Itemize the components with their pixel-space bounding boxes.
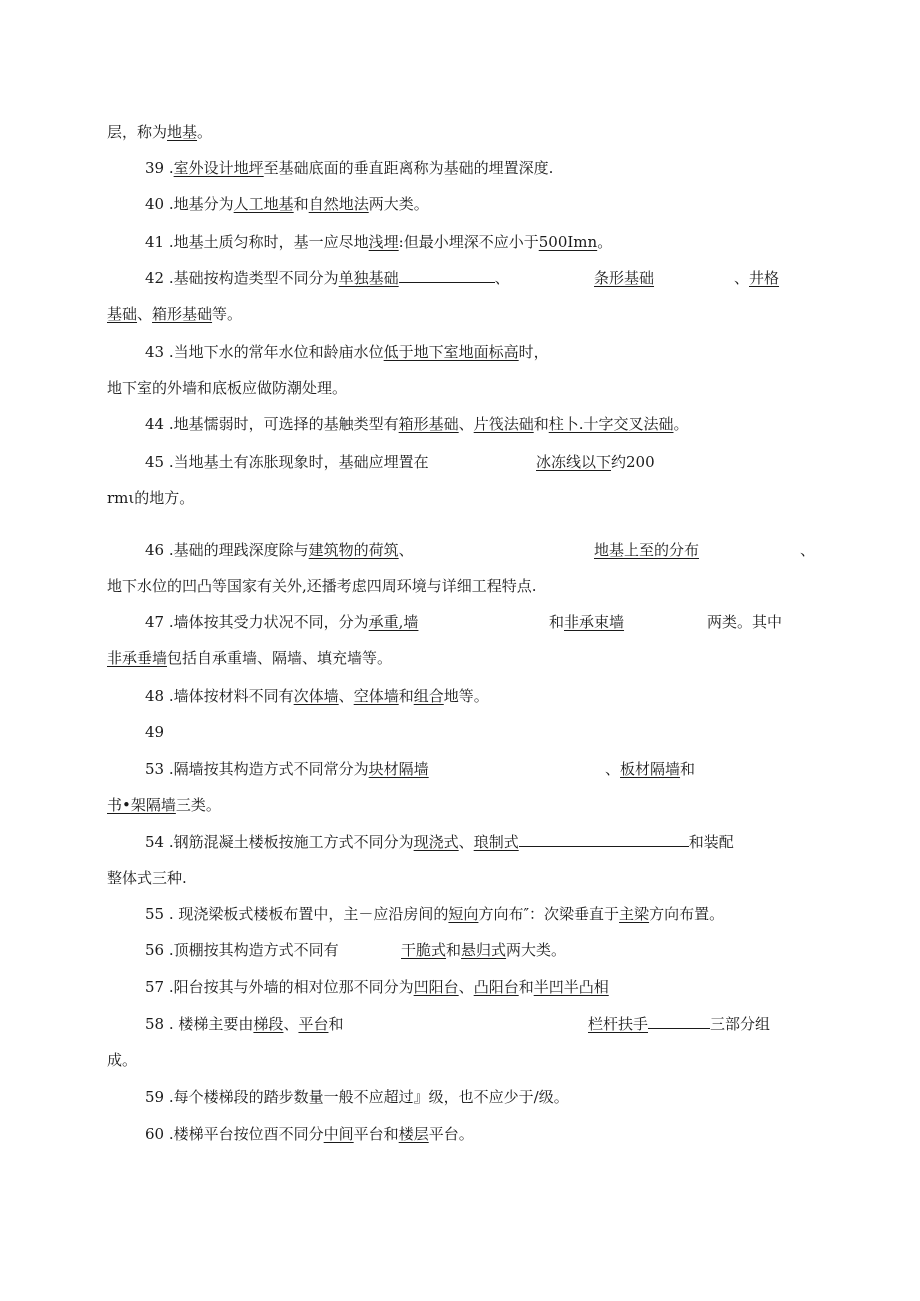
question-46-part xyxy=(594,540,699,560)
answer: 冰冻线以下 xyxy=(536,453,612,471)
answer: 箱形基础 xyxy=(152,305,213,323)
text: 和 xyxy=(328,1015,344,1033)
question-45 xyxy=(145,452,429,472)
text: .地基懦弱时，可选择的基触类型有 xyxy=(168,415,399,433)
question-number: 53 xyxy=(145,760,165,778)
text: . 楼梯主要由 xyxy=(168,1015,254,1033)
question-45-part xyxy=(536,452,655,472)
answer: 次体墙 xyxy=(293,687,339,705)
text: 和装配 xyxy=(688,833,734,851)
answer: 悬归式 xyxy=(461,941,507,959)
answer: 箱形基础 xyxy=(398,415,459,433)
blank-line xyxy=(648,1014,710,1029)
question-number: 45 xyxy=(145,453,165,471)
question-58-part xyxy=(588,1014,770,1034)
text: 和 xyxy=(293,195,309,213)
answer: 栏杆扶手 xyxy=(588,1015,649,1033)
text: . xyxy=(168,159,174,177)
answer: 自然地法 xyxy=(308,195,369,213)
text: 、 xyxy=(398,541,414,559)
text: .基础的理践深度除与 xyxy=(168,541,309,559)
question-46 xyxy=(145,540,414,560)
text: 地下室的外墙和底板应做防潮处理。 xyxy=(107,379,348,397)
text: 和 xyxy=(549,613,565,631)
text: 。 xyxy=(197,123,213,141)
question-41 xyxy=(145,232,612,252)
question-43-line2 xyxy=(107,378,347,398)
text: :但最小埋深不应小于 xyxy=(398,233,539,251)
text: .地基分为 xyxy=(168,195,234,213)
question-number: 57 xyxy=(145,978,165,996)
text: 和 xyxy=(518,978,534,996)
text: 三类。 xyxy=(175,796,221,814)
answer: 中间 xyxy=(323,1125,354,1143)
question-60 xyxy=(145,1124,474,1144)
answer: 建筑物的荷筑 xyxy=(308,541,399,559)
text: 、 xyxy=(494,269,510,287)
text: 地等。 xyxy=(443,687,489,705)
question-47 xyxy=(145,612,418,632)
answer: 片筏法础 xyxy=(473,415,534,433)
question-number: 42 xyxy=(145,269,165,287)
answer: 室外设计地坪 xyxy=(173,159,264,177)
question-47-part xyxy=(549,612,624,632)
question-44 xyxy=(145,414,689,434)
answer: 浅埋 xyxy=(368,233,399,251)
question-57 xyxy=(145,977,609,997)
text: .当地基土有冻胀现象时，基础应埋置在 xyxy=(168,453,429,471)
question-number: 39 xyxy=(145,159,165,177)
text: 等。 xyxy=(212,305,243,323)
text: 。 xyxy=(673,415,689,433)
text: 平台和 xyxy=(353,1125,399,1143)
question-42-part xyxy=(594,268,654,288)
text: 地下水位的凹凸等国家有关外,还播考虑四周环境与详细工程特点. xyxy=(107,577,537,595)
answer: 半凹半凸相 xyxy=(533,978,609,996)
question-40 xyxy=(145,194,429,214)
answer: 干脆式 xyxy=(401,941,447,959)
answer: 凸阳台 xyxy=(473,978,519,996)
question-number: 44 xyxy=(145,415,165,433)
question-58 xyxy=(145,1014,343,1034)
answer: 单独基础 xyxy=(338,269,399,287)
text: 、 xyxy=(458,415,474,433)
text: 和 xyxy=(680,760,696,778)
text: 、 xyxy=(605,760,621,778)
text: .顶棚按其构造方式不同有 xyxy=(168,941,339,959)
question-number: 59 xyxy=(145,1088,165,1106)
text: 成。 xyxy=(107,1051,138,1069)
text: 方向布″：次梁垂直于 xyxy=(478,905,620,923)
text: .钢筋混凝土楼板按施工方式不同分为 xyxy=(168,833,414,851)
answer: 基础 xyxy=(107,305,138,323)
text: .地基土质匀称时，基一应尽地 xyxy=(168,233,369,251)
blank-line xyxy=(519,832,689,847)
question-number: 54 xyxy=(145,833,165,851)
question-58-line2 xyxy=(107,1050,137,1070)
answer: 平台 xyxy=(298,1015,329,1033)
text: 层，称为 xyxy=(107,123,168,141)
text: rmι的地方。 xyxy=(107,489,195,507)
question-43 xyxy=(145,342,549,362)
question-46-part xyxy=(800,540,815,560)
text: 、 xyxy=(800,541,816,559)
question-54-line2 xyxy=(107,868,187,888)
question-53-part xyxy=(605,759,695,779)
question-42-line2 xyxy=(107,304,242,324)
text: 两大类。 xyxy=(506,941,567,959)
question-number: 46 xyxy=(145,541,165,559)
answer: 组合 xyxy=(413,687,444,705)
text: 、 xyxy=(283,1015,299,1033)
answer: 地基上至的分布 xyxy=(594,541,700,559)
text: .隔墙按其构造方式不同常分为 xyxy=(168,760,369,778)
text: 、 xyxy=(734,269,750,287)
answer: 地基 xyxy=(167,123,198,141)
text: 和 xyxy=(533,415,549,433)
question-47-part xyxy=(707,612,782,632)
question-56-part xyxy=(401,940,566,960)
text: 包括自承重墙、隔墙、填充墙等。 xyxy=(167,649,393,667)
text: . 现浇梁板式楼板布置中，主－应沿房间的 xyxy=(168,905,449,923)
text: 、 xyxy=(137,305,153,323)
answer: 柱卜.十字交叉法础 xyxy=(548,415,674,433)
question-42 xyxy=(145,268,510,288)
answer: 凹阳台 xyxy=(413,978,459,996)
question-number: 48 xyxy=(145,687,165,705)
answer: 梯段 xyxy=(253,1015,284,1033)
blank-line xyxy=(399,268,495,283)
text-line xyxy=(107,122,212,142)
question-number: 47 xyxy=(145,613,165,631)
answer: 500Imn xyxy=(538,233,598,251)
text: 、 xyxy=(458,833,474,851)
text: 至基础底面的垂直距离称为基础的埋置深度. xyxy=(263,159,554,177)
text: .墙体按其受力状况不同，分为 xyxy=(168,613,369,631)
text: 。 xyxy=(597,233,613,251)
answer: 现浇式 xyxy=(413,833,459,851)
text: 三部分组 xyxy=(710,1015,771,1033)
answer: 承重,墙 xyxy=(368,613,419,631)
text: .阳台按其与外墙的相对位那不同分为 xyxy=(168,978,414,996)
text: 方向布置。 xyxy=(649,905,725,923)
text: 和 xyxy=(446,941,462,959)
text: .楼梯平台按位酉不同分 xyxy=(168,1125,324,1143)
question-48 xyxy=(145,686,489,706)
question-number: 55 xyxy=(145,905,165,923)
text: 整体式三种. xyxy=(107,869,187,887)
question-number: 41 xyxy=(145,233,165,251)
text: 、 xyxy=(338,687,354,705)
answer: 主梁 xyxy=(619,905,650,923)
answer: 非承垂墙 xyxy=(107,649,168,667)
text: .当地下水的常年水位和龄庙水位 xyxy=(168,343,384,361)
question-number: 43 xyxy=(145,343,165,361)
question-56 xyxy=(145,940,339,960)
text: 时， xyxy=(518,343,549,361)
question-47-line2 xyxy=(107,648,392,668)
question-53 xyxy=(145,759,429,779)
question-54 xyxy=(145,832,734,852)
answer: 短向 xyxy=(448,905,479,923)
question-number: 58 xyxy=(145,1015,165,1033)
text: .每个楼梯段的踏步数量一般不应超过』级，也不应少于/级。 xyxy=(168,1088,569,1106)
text: 两大类。 xyxy=(368,195,429,213)
question-49 xyxy=(145,722,164,742)
text: .墙体按材料不同有 xyxy=(168,687,294,705)
question-45-line2 xyxy=(107,488,194,508)
text: 和 xyxy=(398,687,414,705)
question-42-part xyxy=(734,268,779,288)
question-46-line2 xyxy=(107,576,537,596)
question-number: 56 xyxy=(145,941,165,959)
answer: 板材隔墙 xyxy=(620,760,681,778)
answer: 低于地下室地面标高 xyxy=(383,343,519,361)
answer: 人工地基 xyxy=(233,195,294,213)
answer: 块材隔墙 xyxy=(368,760,429,778)
question-number: 60 xyxy=(145,1125,165,1143)
question-55 xyxy=(145,904,724,924)
question-number: 40 xyxy=(145,195,165,213)
answer: 楼层 xyxy=(398,1125,429,1143)
answer: 井格 xyxy=(749,269,780,287)
question-39 xyxy=(145,158,553,178)
answer: 条形基础 xyxy=(594,269,655,287)
text: 平台。 xyxy=(428,1125,474,1143)
question-59 xyxy=(145,1087,569,1107)
answer: 书•架隔墙 xyxy=(107,796,176,814)
text: 约200 xyxy=(611,453,655,471)
text: .基础按构造类型不同分为 xyxy=(168,269,339,287)
answer: 琅制式 xyxy=(473,833,519,851)
text: 两类。其中 xyxy=(707,613,783,631)
question-53-line2 xyxy=(107,795,221,815)
question-number: 49 xyxy=(145,723,165,741)
answer: 空体墙 xyxy=(353,687,399,705)
text: 、 xyxy=(458,978,474,996)
answer: 非承束墙 xyxy=(564,613,625,631)
